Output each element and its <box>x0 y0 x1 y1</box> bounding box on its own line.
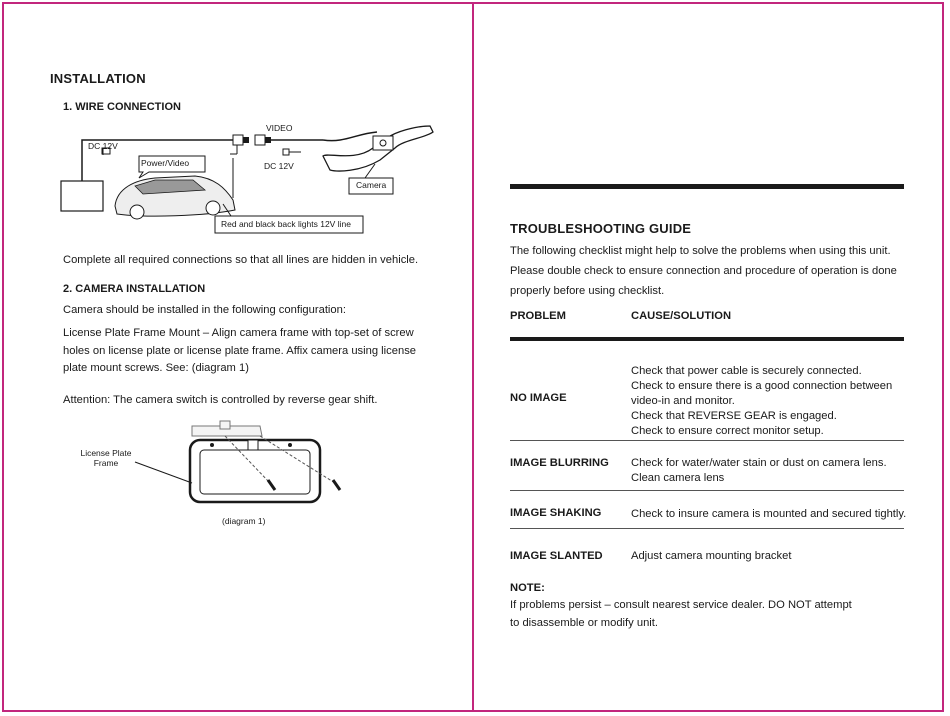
header-rule <box>510 337 904 341</box>
solution-no-image <box>631 364 892 439</box>
attention-text: Attention: The camera switch is controlled by reverse gear shift. <box>63 394 378 406</box>
dc12v-top-label: DC 12V <box>88 141 118 151</box>
solution-line: Check to ensure correct monitor setup. <box>631 425 824 437</box>
plate-frame-label <box>80 448 132 468</box>
solution-line: Check for water/water stain or dust on camera lens. <box>631 457 887 469</box>
note-title: NOTE: <box>510 582 545 594</box>
diagram-caption: (diagram 1) <box>222 516 266 526</box>
mount-line: License Plate Frame Mount – Align camera frame with top-set of screw <box>63 327 414 339</box>
note-line: If problems persist – consult nearest service dealer. DO NOT attempt <box>510 599 852 611</box>
problem-no-image: NO IMAGE <box>510 392 567 404</box>
column-header-problem: PROBLEM <box>510 310 566 322</box>
row-divider <box>510 490 904 491</box>
row-divider <box>510 528 904 529</box>
solution-image-slanted <box>631 549 791 564</box>
solution-line: Check to ensure there is a good connection between <box>631 380 893 392</box>
intro-line: properly before using checklist. <box>510 285 665 297</box>
troubleshooting-title: TROUBLESHOOTING GUIDE <box>510 221 692 236</box>
wire-instruction-text: Complete all required connections so that all lines are hidden in vehicle. <box>63 254 419 266</box>
note-text <box>510 597 852 632</box>
solution-image-blurring <box>631 456 887 486</box>
solution-line: Check that power cable is securely connected. <box>631 365 862 377</box>
solution-line: Adjust camera mounting bracket <box>631 550 792 562</box>
mount-line: plate mount screws. See: (diagram 1) <box>63 362 249 374</box>
problem-image-shaking: IMAGE SHAKING <box>510 507 602 519</box>
intro-line: Please double check to ensure connection and procedure of operation is done <box>510 265 897 277</box>
video-label: VIDEO <box>266 123 293 133</box>
solution-line: Check that REVERSE GEAR is engaged. <box>631 410 837 422</box>
camera-installation-heading: 2. CAMERA INSTALLATION <box>63 283 206 295</box>
backlights-label: Red and black back lights 12V line <box>221 219 351 229</box>
solution-line: Clean camera lens <box>631 472 725 484</box>
problem-image-blurring: IMAGE BLURRING <box>510 457 609 469</box>
solution-line: video-in and monitor. <box>631 395 735 407</box>
plate-label-line: Frame <box>93 458 119 468</box>
troubleshooting-intro <box>510 241 897 301</box>
mount-line: holes on license plate or license plate frame. Affix camera using license <box>63 344 417 357</box>
power-video-label: Power/Video <box>141 158 190 168</box>
installation-title: INSTALLATION <box>50 71 146 86</box>
solution-image-shaking <box>631 507 906 522</box>
column-header-solution: CAUSE/SOLUTION <box>631 310 732 322</box>
dc12v-right-label: DC 12V <box>264 161 294 171</box>
row-divider <box>510 440 904 441</box>
note-line: to disassemble or modify unit. <box>510 616 658 629</box>
license-plate-diagram <box>130 418 360 513</box>
problem-image-slanted: IMAGE SLANTED <box>510 550 603 562</box>
camera-label: Camera <box>356 180 387 190</box>
camera-intro-text: Camera should be installed in the following configuration: <box>63 304 346 316</box>
wire-connection-heading: 1. WIRE CONNECTION <box>63 101 181 113</box>
page-divider <box>472 2 474 712</box>
plate-label-line: License Plate <box>80 448 132 458</box>
top-rule <box>510 184 904 189</box>
solution-line: Check to insure camera is mounted and secured tightly. <box>631 508 907 520</box>
mount-instructions <box>63 325 416 378</box>
intro-line: The following checklist might help to solve the problems when using this unit. <box>510 245 891 257</box>
